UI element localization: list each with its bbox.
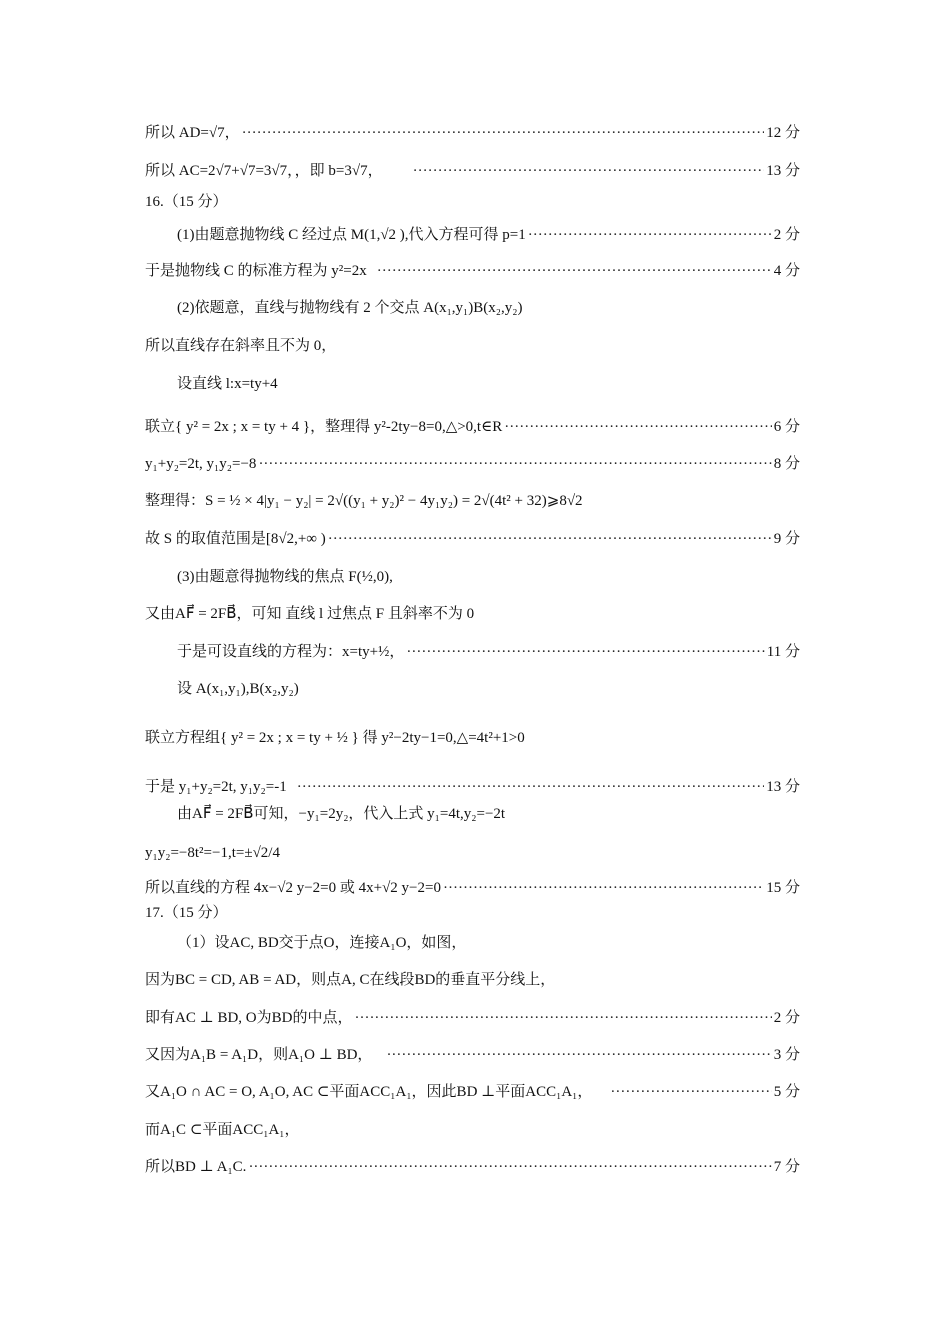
score-label: 6 分 xyxy=(773,419,800,435)
line-1 xyxy=(145,122,800,144)
line-15 xyxy=(177,641,800,663)
line-23 xyxy=(177,932,800,954)
score-label: 3 分 xyxy=(773,1047,800,1063)
line-7 xyxy=(145,335,800,357)
line-20 xyxy=(145,842,800,864)
line-16 xyxy=(177,678,800,700)
dot-leader xyxy=(406,641,764,663)
line-19 xyxy=(177,803,800,825)
line-text: 于是抛物线 C 的标准方程为 y²=2x xyxy=(145,263,367,279)
score-label: 2 分 xyxy=(773,227,800,243)
area-formula: 整理得：S = ½ × 4|y₁ − y₂| = 2√((y₁ + y₂)² − 4y₁y₂) = 2√(4t² + 32)⩾8√2 xyxy=(145,493,583,509)
dot-leader xyxy=(610,1081,771,1103)
score-label: 7 分 xyxy=(773,1159,800,1175)
score-label: 2 分 xyxy=(773,1010,800,1026)
line-text: 所以 AC=2√7+√7=3√7，，即 b=3√7， xyxy=(145,163,383,179)
line-27 xyxy=(145,1081,800,1103)
line-12 xyxy=(145,528,800,550)
line-14 xyxy=(145,603,800,625)
line-text: (1)由题意抛物线 C 经过点 M(1,√2 ),代入方程可得 p=1 xyxy=(177,227,526,243)
line-text: (3)由题意得抛物线的焦点 F(½,0), xyxy=(177,569,393,585)
line-5 xyxy=(145,260,800,282)
line-2 xyxy=(145,160,800,182)
score-label: 9 分 xyxy=(773,531,800,547)
dot-leader xyxy=(386,1044,771,1066)
line-text: 又由AF⃗ = 2FB⃗，可知 直线 l 过焦点 F 且斜率不为 0 xyxy=(145,606,475,622)
line-11-formula xyxy=(145,490,800,512)
line-text: 于是 y₁+y₂=2t, y₁y₂=-1 xyxy=(145,779,287,795)
score-label: 13 分 xyxy=(766,163,800,179)
dot-leader xyxy=(377,260,772,282)
line-text: 因为BC = CD, AB = AD，则点A, C在线段BD的垂直平分线上， xyxy=(145,972,556,988)
line-text: 设直线 l:x=ty+4 xyxy=(177,376,278,392)
line-25 xyxy=(145,1007,800,1029)
line-text: 所以直线的方程 4x−√2 y−2=0 或 4x+√2 y−2=0 xyxy=(145,880,441,896)
line-10 xyxy=(145,453,800,475)
dot-leader xyxy=(504,416,772,438)
dot-leader xyxy=(258,453,771,475)
line-text: y₁+y₂=2t, y₁y₂=−8 xyxy=(145,456,257,472)
line-28 xyxy=(145,1119,800,1141)
dot-leader xyxy=(242,122,765,144)
line-text: 所以直线存在斜率且不为 0， xyxy=(145,338,337,354)
score-label: 5 分 xyxy=(773,1084,800,1100)
score-label: 11 分 xyxy=(766,644,800,660)
line-text: (2)依题意，直线与抛物线有 2 个交点 A(x₁,y₁)B(x₂,y₂) xyxy=(177,300,523,316)
line-text: 故 S 的取值范围是[8√2,+∞ ) xyxy=(145,531,326,547)
line-13 xyxy=(177,566,800,588)
line-text: 所以 AD=√7， xyxy=(145,125,240,141)
line-6 xyxy=(177,297,800,319)
line-text: 由AF⃗ = 2FB⃗可知，−y₁=2y₂，代入上式 y₁=4t,y₂=−2t xyxy=(177,806,506,822)
question-heading: 17.（15 分） xyxy=(145,905,228,921)
line-text: （1）设AC, BD交于点O，连接A₁O，如图， xyxy=(177,935,467,951)
line-21 xyxy=(145,877,800,899)
line-text: 而A₁C ⊂平面ACC₁A₁， xyxy=(145,1122,300,1138)
line-24 xyxy=(145,969,800,991)
score-label: 8 分 xyxy=(773,456,800,472)
line-text: 设 A(x₁,y₁),B(x₂,y₂) xyxy=(177,681,299,697)
dot-leader xyxy=(297,776,765,798)
score-label: 15 分 xyxy=(766,880,800,896)
line-text: 又因为A₁B = A₁D，则A₁O ⊥ BD， xyxy=(145,1047,373,1063)
score-label: 13 分 xyxy=(766,779,800,795)
line-9-system xyxy=(145,416,800,438)
line-text: 所以BD ⊥ A₁C. xyxy=(145,1159,247,1175)
equation-system: 联立方程组{ y² = 2x ; x = ty + ½ } 得 y²−2ty−1=0,△=4t²+1>0 xyxy=(145,730,525,746)
dot-leader xyxy=(528,224,772,246)
equation-system: 联立{ y² = 2x ; x = ty + 4 }，整理得 y²-2ty−8=0,△>0,t∈R xyxy=(145,419,503,435)
dot-leader xyxy=(248,1156,771,1178)
line-26 xyxy=(145,1044,800,1066)
dot-leader xyxy=(354,1007,771,1029)
line-text: 又A₁O ∩ AC = O, A₁O, AC ⊂平面ACC₁A₁，因此BD ⊥平面ACC₁A₁， xyxy=(145,1084,593,1100)
line-18 xyxy=(145,776,800,798)
question-heading: 16.（15 分） xyxy=(145,194,228,210)
line-29 xyxy=(145,1156,800,1178)
dot-leader xyxy=(328,528,772,550)
line-3-heading xyxy=(145,191,800,213)
line-text: 于是可设直线的方程为：x=ty+½， xyxy=(177,644,405,660)
line-17-system xyxy=(145,727,800,749)
line-text: y₁y₂=−8t²=−1,t=±√2/4 xyxy=(145,845,280,861)
score-label: 12 分 xyxy=(766,125,800,141)
line-text: 即有AC ⊥ BD, O为BD的中点， xyxy=(145,1010,353,1026)
line-4 xyxy=(177,224,800,246)
dot-leader xyxy=(443,877,764,899)
dot-leader xyxy=(413,160,765,182)
line-8 xyxy=(177,373,800,395)
line-22-heading xyxy=(145,902,800,924)
score-label: 4 分 xyxy=(773,263,800,279)
